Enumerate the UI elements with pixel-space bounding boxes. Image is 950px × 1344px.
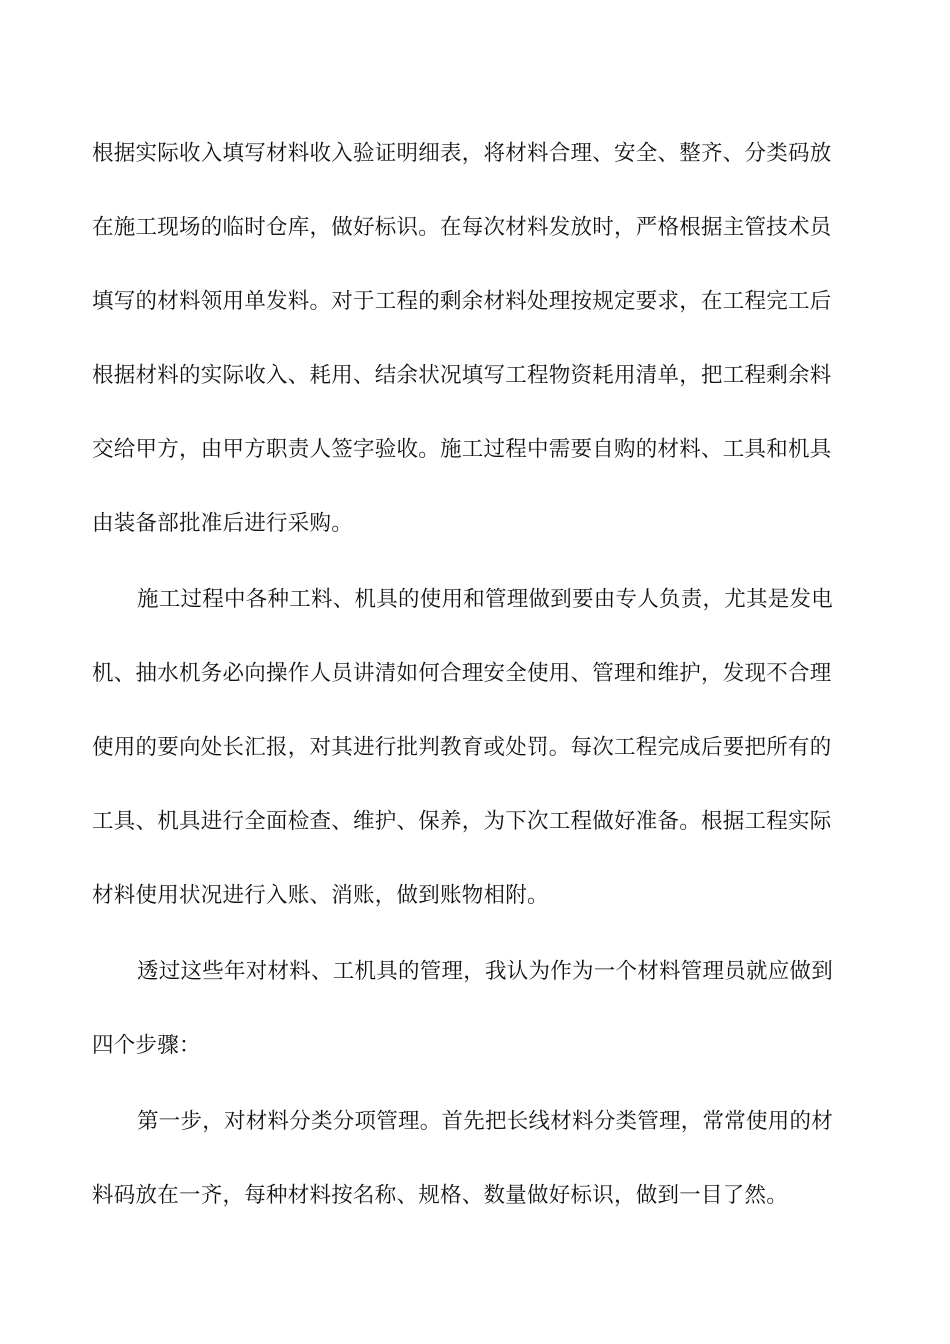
paragraph-2-line-1: 施工过程中各种工料、机具的使用和管理做到要由专人负责，尤其是发电 — [137, 587, 834, 612]
paragraph-2-line-5: 材料使用状况进行入账、消账，做到账物相附。 — [92, 883, 549, 908]
paragraph-1-line-1: 根据实际收入填写材料收入验证明细表，将材料合理、安全、整齐、分类码放 — [92, 141, 832, 166]
paragraph-4-line-1: 第一步，对材料分类分项管理。首先把长线材料分类管理，常常使用的材 — [137, 1109, 834, 1134]
paragraph-2-line-3: 使用的要向处长汇报，对其进行批判教育或处罚。每次工程完成后要把所有的 — [92, 735, 832, 760]
paragraph-1-line-3: 填写的材料领用单发料。对于工程的剩余材料处理按规定要求，在工程完工后 — [92, 289, 832, 314]
paragraph-3-line-2: 四个步骤： — [92, 1033, 201, 1058]
paragraph-1-line-4: 根据材料的实际收入、耗用、结余状况填写工程物资耗用清单，把工程剩余料 — [92, 363, 832, 388]
paragraph-1-line-2: 在施工现场的临时仓库，做好标识。在每次材料发放时，严格根据主管技术员 — [92, 215, 832, 240]
paragraph-3-line-1: 透过这些年对材料、工机具的管理，我认为作为一个材料管理员就应做到 — [137, 959, 834, 984]
paragraph-1-line-5: 交给甲方，由甲方职责人签字验收。施工过程中需要自购的材料、工具和机具 — [92, 437, 832, 462]
paragraph-1-line-6: 由装备部批准后进行采购。 — [92, 511, 354, 536]
paragraph-2-line-4: 工具、机具进行全面检查、维护、保养，为下次工程做好准备。根据工程实际 — [92, 809, 832, 834]
paragraph-4-line-2: 料码放在一齐，每种材料按名称、规格、数量做好标识，做到一目了然。 — [92, 1183, 789, 1208]
paragraph-2-line-2: 机、抽水机务必向操作人员讲清如何合理安全使用、管理和维护，发现不合理 — [92, 661, 832, 686]
